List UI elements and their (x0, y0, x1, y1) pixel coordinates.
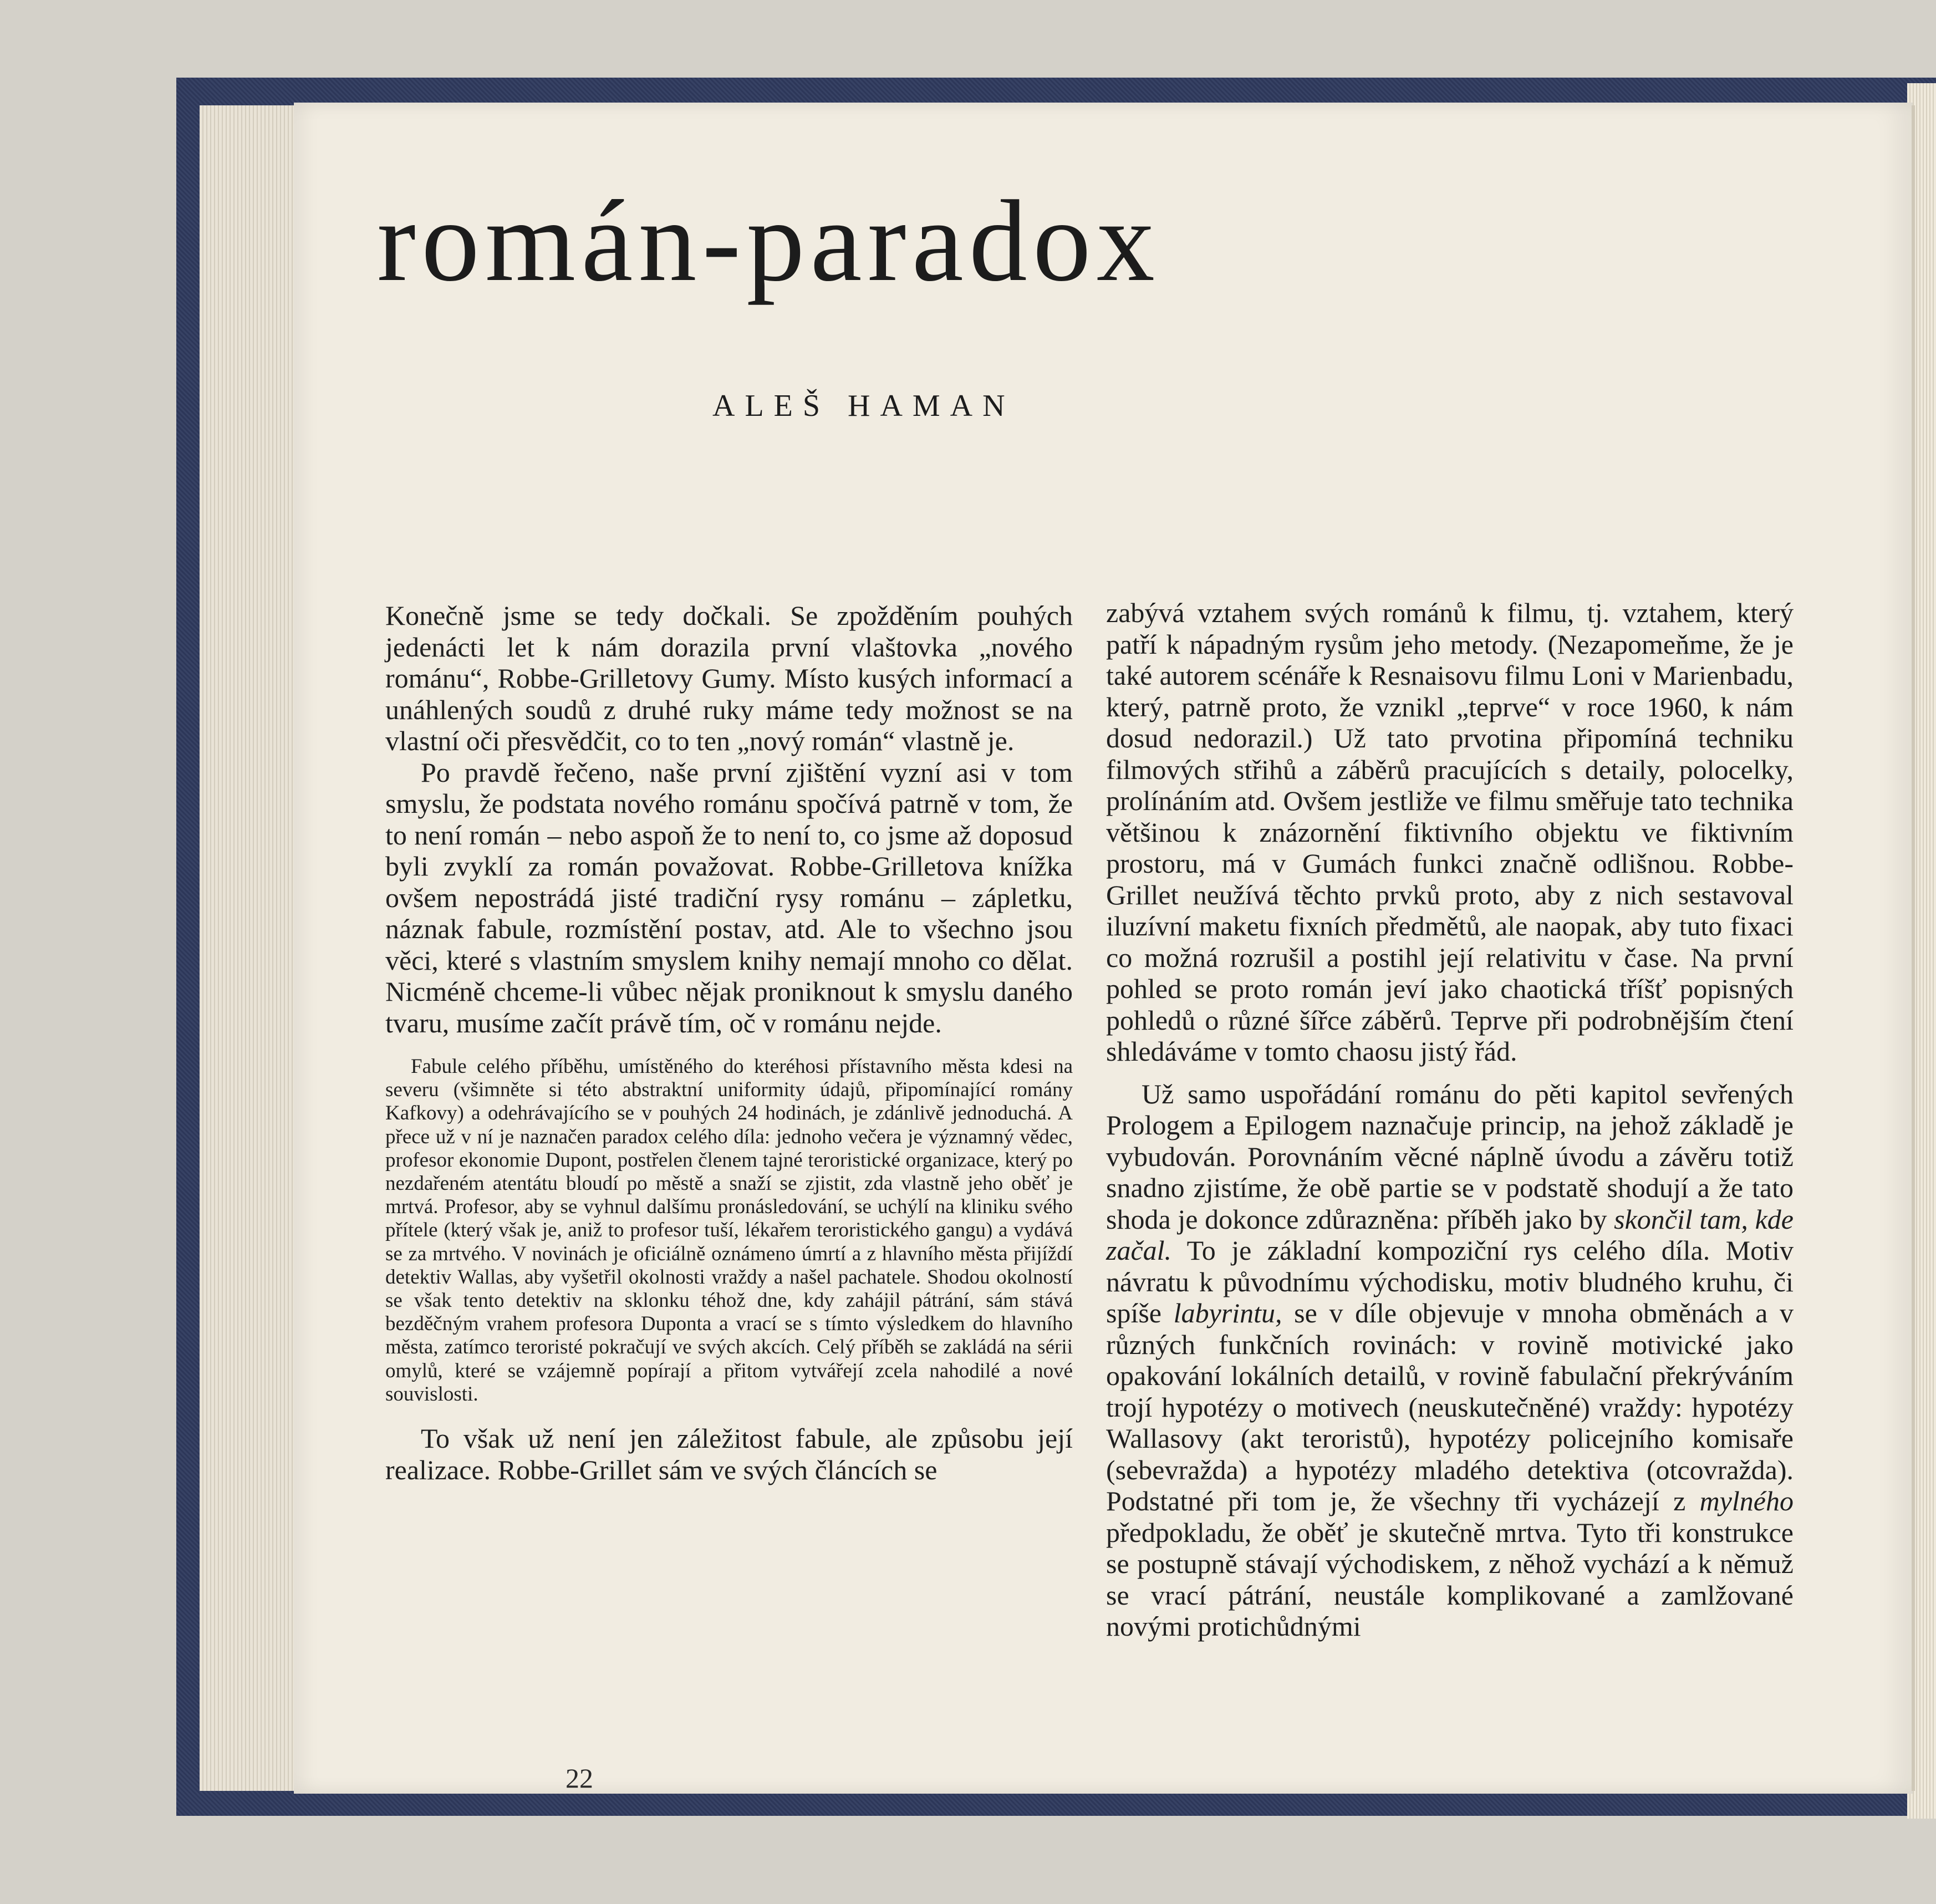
article-title: román-paradox (377, 177, 1160, 306)
paragraph-5-text-d: předpokladu, že oběť je skutečně mrtva. Tyto tři konstrukce se postupně stávají východiskem, z něhož vychází a k němuž se vrací pátrání, neustále komplikované a zamlžované novými protichůdnými (1106, 1516, 1794, 1642)
paragraph-3: To však už není jen záležitost fabule, ale způsobu její realizace. Robbe-Grillet sám ve svých článcích se (385, 1423, 1073, 1485)
page-number: 22 (565, 1763, 593, 1794)
paragraph-2: Po pravdě řečeno, naše první zjištění vyzní asi v tom smyslu, že podstata nového románu spočívá patrně v tom, že to není román – nebo aspoň že to není to, co jsme až doposud byli zvyklí za román považovat. Robbe-Grilletova knížka ovšem nepostrádá jisté tradiční rysy románu – zápletku, náznak fabule, rozmístění postav, atd. Ale to všechno jsou věci, které s vlastním smyslem knihy nemají mnoho co dělat. Nicméně chceme-li vůbec nějak proniknout k smyslu daného tvaru, musíme začít právě tím, oč v románu nejde. (385, 756, 1073, 1038)
emphasis-skoncil: skončil tam, kde začal. (1106, 1203, 1794, 1266)
page-fold (1912, 105, 1915, 1791)
paragraph-5-text-a: Už samo uspořádání románu do pěti kapitol sevřených Prologem a Epilogem naznačuje princip, na jehož základě je vybudován. Porovnáním věcné náplně úvodu a závěru totiž snadno zjistíme, že obě partie se v podstatě shodují a že tato shoda je dokonce zdůrazněna: příběh jako by (1106, 1078, 1794, 1235)
paragraph-5-text-b: To je základní kompoziční rys celého díla. Motiv návratu k původnímu východisku, motiv bludného kruhu, či spíše (1106, 1235, 1794, 1328)
paragraph-1: Konečně jsme se tedy dočkali. Se zpožděním pouhých jedenácti let k nám dorazila první vlaštovka „nového románu“, Robbe-Grilletovy Gumy. Místo kusých informací a unáhlených soudů z druhé ruky máme tedy možnost se na vlastní oči přesvědčit, co to ten „nový román“ vlastně je. (385, 600, 1073, 756)
paragraph-4: zabývá vztahem svých románů k filmu, tj. vztahem, který patří k nápadným rysům jeho metody. (Nezapomeňme, že je také autorem scénáře k Resnaisovu filmu Loni v Marienbadu, který, patrně proto, že vznikl „teprve“ v roce 1960, k nám dosud nedorazil.) Už tato prvotina připomíná techniku filmových střihů a záběrů pracujících s detaily, polocelky, prolínáním atd. Ovšem jestliže ve filmu směřuje tato technika většinou k znázornění fiktivního objektu ve fiktivním prostoru, má v Gumách funkci značně odlišnou. Robbe-Grillet neužívá těchto prvků proto, aby z nich sestavoval iluzívní maketu fixních předmětů, ale naopak, aby tuto fixaci co možná rozrušil a postihl její relativitu v čase. Na první pohled se proto román jeví jako chaotická tříšť popisných pohledů o různé šířce záběrů. Teprve při podrobnějším čtení shledáváme v tomto chaosu jistý řád. (1106, 597, 1794, 1067)
emphasis-labyrintu: labyrintu, (1173, 1297, 1282, 1328)
synopsis-paragraph: Fabule celého příběhu, umístěného do kteréhosi přístavního města kdesi na severu (všimněte si této abstraktní uniformity údajů, připomínající romány Kafkovy) a odehrávajícího se v pouhých 24 hodinách, je zdánlivě jednoduchá. A přece už v ní je naznačen paradox celého díla: jednoho večera je významný vědec, profesor ekonomie Dupont, postřelen členem tajné teroristické organizace, který po nezdařeném atentátu bloudí po městě a snaží se zjistit, zda vlastně jeho oběť je mrtvá. Profesor, aby se vyhnul dalšímu pronásledování, se uchýlí na kliniku svého přítele (který však je, aniž to profesor tuší, lékařem teroristického gangu) a vydává se za mrtvého. V novinách je oficiálně oznámeno úmrtí a z hlavního města přijíždí detektiv Wallas, aby vyšetřil okolnosti vraždy a našel pachatele. Shodou okolností se však tento detektiv na sklonku téhož dne, kdy zahájil pátrání, sám stává bezděčným vrahem profesora Duponta a vrací se s tímto výsledkem do hlavního města, zatímco teroristé pokračují ve svých akcích. Celý příběh se zakládá na sérii omylů, které se vzájemně popírají a přitom vytvářejí zcela nahodilé a nové souvislosti. (385, 1055, 1073, 1406)
emphasis-mylneho: mylného (1699, 1485, 1794, 1516)
page-edges (200, 105, 299, 1791)
right-column (1106, 597, 1794, 1642)
paragraph-5 (1106, 1078, 1794, 1642)
article-author: ALEŠ HAMAN (712, 389, 1015, 423)
left-column (385, 600, 1073, 1485)
paragraph-5-text-c: se v díle objevuje v mnoha obměnách a v různých funkčních rovinách: v rovině motivické jako opakování lokálních detailů, v rovině fabulační překrýváním trojí hypotézy o motivech (neuskutečněné) vraždy: hypotézy Wallasovy (akt teroristů), hypotézy policejního komisaře (sebevražda) a hypotézy mladého detektiva (otcovražda). Podstatné při tom je, že všechny tři vycházejí z (1106, 1297, 1794, 1516)
